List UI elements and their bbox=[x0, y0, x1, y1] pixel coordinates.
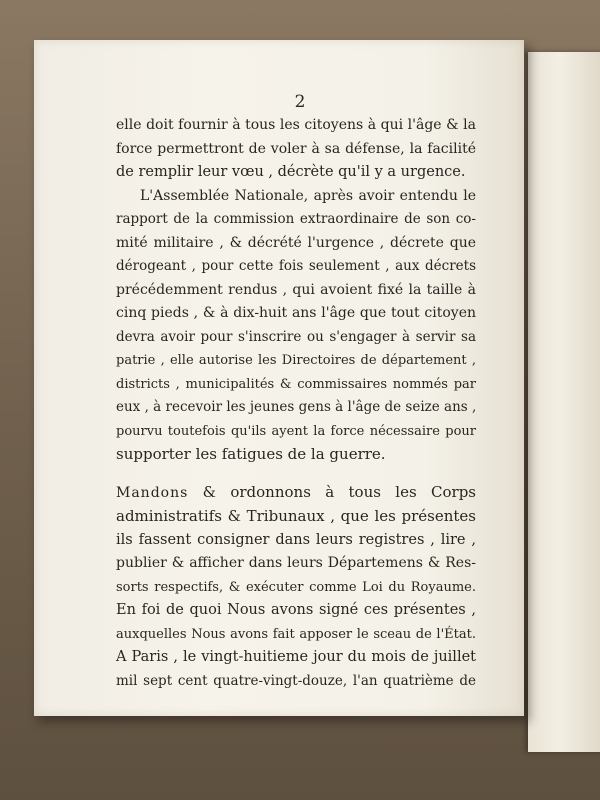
text-line: sorts respectifs, & exécuter comme Loi du Royaume. bbox=[116, 579, 476, 595]
facing-page-edge bbox=[528, 52, 600, 752]
text-line: elle doit fournir à tous les citoyens à qui l'âge & la bbox=[116, 117, 476, 133]
text-line: rapport de la commission extraordinaire de son co- bbox=[116, 211, 476, 227]
text-line: cinq pieds , & à dix-huit ans l'âge que tout citoyen bbox=[116, 305, 476, 321]
body-text bbox=[116, 114, 476, 693]
text-line: mil sept cent quatre-vingt-douze, l'an quatrième de bbox=[116, 672, 476, 689]
text-line: ils fassent consigner dans leurs registres , lire , bbox=[116, 531, 476, 548]
paragraph-gap bbox=[116, 467, 476, 481]
text-line: administratifs & Tribunaux , que les présentes bbox=[116, 507, 476, 525]
text-fragment: & ordonnons à tous les Corps bbox=[188, 482, 476, 501]
text-line: mité militaire , & décrété l'urgence , décrete que bbox=[116, 234, 476, 251]
text-line: A Paris , le vingt-huitieme jour du mois de juillet bbox=[116, 649, 476, 665]
text-line: de remplir leur vœu , décrète qu'il y a urgence. bbox=[116, 164, 466, 180]
text-line: En foi de quoi Nous avons signé ces présentes , bbox=[116, 602, 476, 618]
text-line: devra avoir pour s'inscrire ou s'engager à servir sa bbox=[116, 328, 476, 345]
page-number: 2 bbox=[294, 92, 306, 112]
text-line: L'Assemblée Nationale, après avoir entendu le bbox=[140, 187, 476, 204]
text-line: patrie , elle autorise les Directoires de département , bbox=[116, 353, 476, 368]
text-line: eux , à recevoir les jeunes gens à l'âge de seize ans , bbox=[116, 399, 477, 415]
text-line: publier & afficher dans leurs Départemens & Res- bbox=[116, 555, 476, 571]
text-line: force permettront de voler à sa défense, la facilité bbox=[116, 140, 476, 157]
mandons-word: Mandons bbox=[116, 484, 189, 501]
text-line: auxquelles Nous avons fait apposer le sceau de l'État. bbox=[116, 626, 476, 642]
text-line: supporter les fatigues de la guerre. bbox=[116, 445, 386, 463]
text-line: districts , municipalités & commissaires nommés par bbox=[116, 376, 476, 392]
text-line: dérogeant , pour cette fois seulement , aux décrets bbox=[116, 258, 476, 274]
text-line: pourvu toutefois qu'ils ayent la force nécessaire pour bbox=[116, 423, 476, 439]
text-line bbox=[116, 481, 476, 506]
text-line: précédemment rendus , qui avoient fixé la taille à bbox=[116, 281, 476, 298]
